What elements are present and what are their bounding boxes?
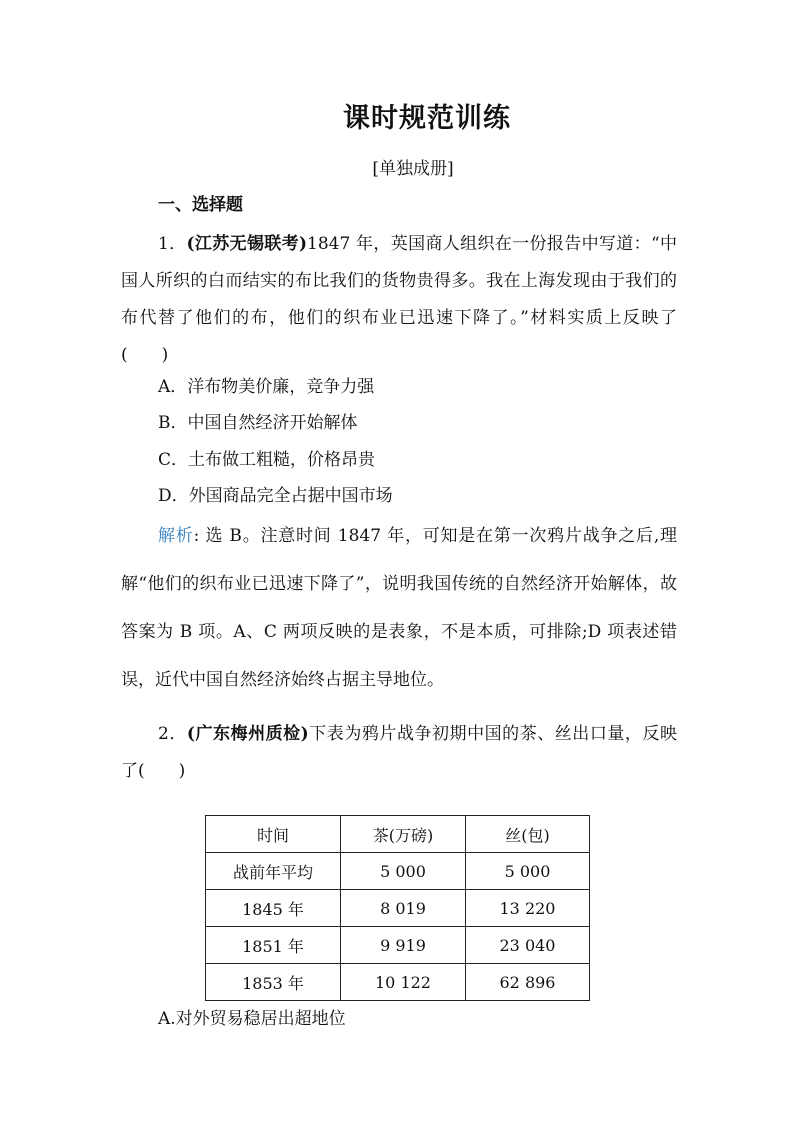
explanation-text: : 选 B。注意时间 1847 年，可知是在第一次鸦片战争之后,理解“他们的织布业已迅速下降了”，说明我国传统的自然经济开始解体，故答案为 B 项。A、C 两项反映的是表象，不是本质，可排除;D 项表述错误，近代中国自然经济始终占据主导地位。: [121, 526, 677, 690]
table-header-cell: 时间: [206, 816, 341, 853]
table-cell: 战前年平均: [206, 853, 341, 890]
question-1-option-c: C．土布做工粗糙，价格昂贵: [158, 450, 376, 470]
section-heading: 一、选择题: [158, 195, 243, 215]
question-1-source: (江苏无锡联考): [186, 234, 308, 254]
table-cell: 23 040: [466, 927, 590, 964]
question-2-number: 2．: [158, 724, 187, 744]
table-row: [206, 890, 590, 927]
export-table: [205, 815, 590, 1001]
table-header-row: [206, 816, 590, 853]
question-1-option-b: B．中国自然经济开始解体: [158, 413, 358, 433]
table-cell: 62 896: [466, 964, 590, 1001]
table-cell: 9 919: [341, 927, 466, 964]
question-1-number: 1．: [158, 234, 187, 254]
table-row: [206, 927, 590, 964]
table-cell: 13 220: [466, 890, 590, 927]
page-subtitle: [单独成册]: [372, 159, 454, 179]
page-title: 课时规范训练: [343, 103, 511, 134]
table-row: [206, 964, 590, 1001]
question-2-option-a: A.对外贸易稳居出超地位: [158, 1009, 346, 1029]
table-cell: 5 000: [341, 853, 466, 890]
question-1-explanation: [121, 512, 677, 704]
explanation-label: 解析: [158, 526, 194, 546]
table-cell: 8 019: [341, 890, 466, 927]
question-2-text: 下表为鸦片战争初期中国的茶、丝出口量，反映了( ): [121, 724, 677, 781]
table-cell: 1853 年: [206, 964, 341, 1001]
table-cell: 1851 年: [206, 927, 341, 964]
question-1-option-d: D．外国商品完全占据中国市场: [158, 486, 393, 506]
table-header-cell: 茶(万磅): [341, 816, 466, 853]
question-2: [121, 716, 677, 790]
question-1-text: 1847 年，英国商人组织在一份报告中写道：“中国人所织的白而结实的布比我们的货物贵得多。我在上海发现由于我们的布代替了他们的布，他们的织布业已迅速下降了。”材料实质上反映了( ): [121, 234, 677, 365]
table-header-cell: 丝(包): [466, 816, 590, 853]
question-2-source: (广东梅州质检): [186, 724, 309, 744]
table-cell: 10 122: [341, 964, 466, 1001]
table-cell: 1845 年: [206, 890, 341, 927]
table-cell: 5 000: [466, 853, 590, 890]
table-row: [206, 853, 590, 890]
question-1: [121, 226, 677, 374]
question-1-option-a: A．洋布物美价廉，竞争力强: [158, 377, 375, 397]
